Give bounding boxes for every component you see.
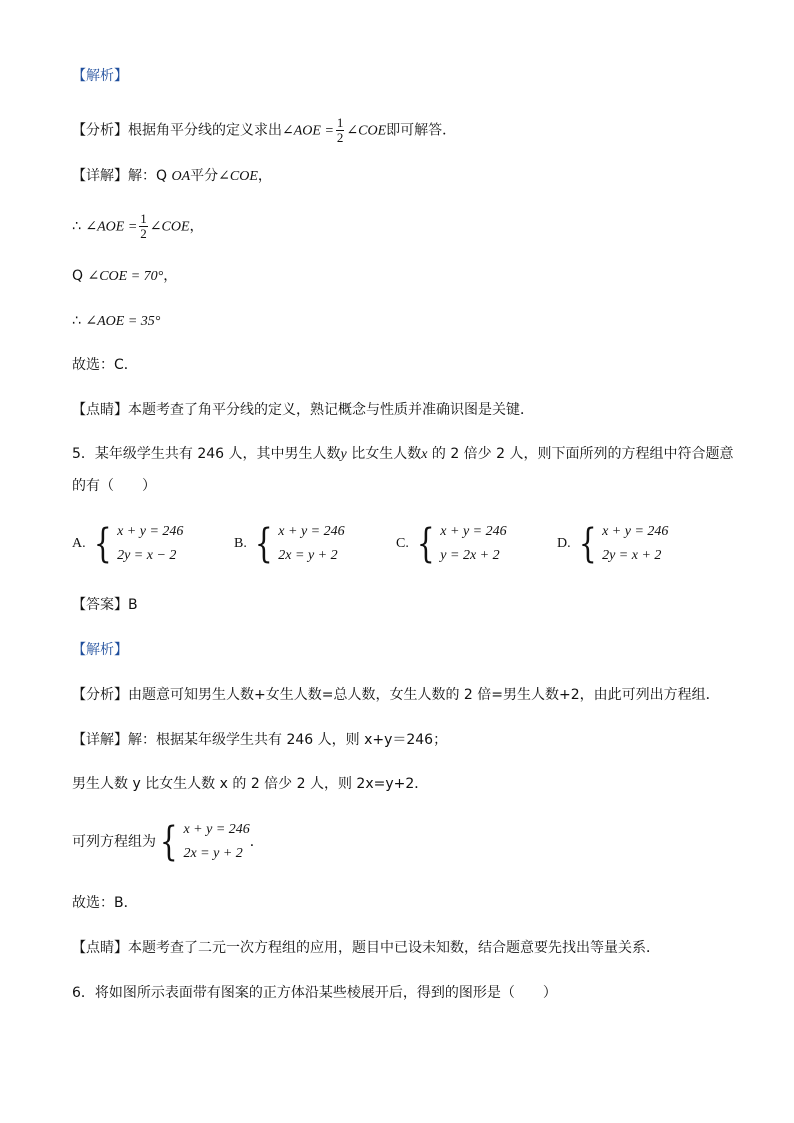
brace-icon: {: [416, 521, 435, 567]
option-c-letter: C.: [396, 536, 409, 551]
answer-system-eq2: 2x = y + 2: [183, 846, 243, 861]
option-c-system: [413, 520, 507, 568]
question-5-line-2: 的有（ ）: [72, 478, 156, 494]
option-a-eq2: 2y = x − 2: [117, 548, 177, 563]
brace-icon: {: [159, 819, 178, 865]
angle-aoe-eq: ∠AOE =: [282, 123, 334, 139]
choose-c: 故选：C．: [72, 357, 138, 373]
boys-line: 男生人数 y 比女生人数 x 的 2 倍少 2 人，则 2x=y+2．: [72, 776, 429, 792]
analysis-text-a: 根据角平分线的定义求出: [128, 122, 282, 139]
comment-text: 本题考查了角平分线的定义，熟记概念与性质并准确识图是关键．: [128, 402, 534, 418]
answer-label: 【答案】: [72, 597, 128, 613]
jiexi-label-text: 【解析】: [72, 68, 128, 84]
detail-label-2: 【详解】: [72, 732, 128, 748]
option-d-letter: D.: [557, 536, 571, 551]
detail-line-4: [72, 311, 160, 332]
option-c[interactable]: [396, 520, 507, 568]
option-a-system: [90, 520, 184, 568]
answer-line: [72, 595, 138, 615]
analysis-text-b: 即可解答．: [386, 122, 457, 139]
q5-text-end: 的 2 倍少 2 人，则下面所列的方程组中符合题意: [427, 446, 734, 462]
detail-text: 解：: [128, 168, 156, 184]
comma-3: ，: [163, 268, 178, 284]
fraction-denominator: 2: [336, 130, 344, 145]
choose-b: 故选：B．: [72, 895, 138, 911]
angle-coe: ∠COE: [346, 123, 387, 139]
because-symbol-2: Q: [72, 268, 84, 284]
detail-text-2: 解：根据某年级学生共有 246 人，则 x+y＝246；: [128, 732, 448, 748]
jiexi-label-2: [72, 640, 128, 660]
analysis-label: 【分析】: [72, 122, 128, 139]
comma-1: ，: [257, 168, 272, 184]
analysis-label-2: 【分析】: [72, 687, 128, 703]
question-6: 6．将如图所示表面带有图案的正方体沿某些棱展开后，得到的图形是（ ）: [72, 985, 557, 1001]
option-a-letter: A.: [72, 536, 86, 551]
analysis-line-2: [72, 685, 720, 705]
option-d-eq2: 2y = x + 2: [602, 548, 662, 563]
therefore-symbol: ∴: [72, 218, 81, 235]
fraction-numerator: 1: [336, 115, 344, 130]
analysis-text-2: 由题意可知男生人数+女生人数=总人数，女生人数的 2 倍=男生人数+2，由此可列出方程组．: [128, 687, 720, 703]
comment-text-2: 本题考查了二元一次方程组的应用，题目中已设未知数，结合题意要先找出等量关系．: [128, 940, 660, 956]
detail-label: 【详解】: [72, 168, 128, 184]
option-b-letter: B.: [234, 536, 247, 551]
therefore-symbol-2: ∴: [72, 313, 81, 329]
option-b[interactable]: [234, 520, 345, 568]
answer-value: B: [128, 597, 138, 613]
option-d-system: [575, 520, 669, 568]
option-b-system: [251, 520, 345, 568]
brace-icon: {: [578, 521, 597, 567]
fraction-numerator-2: 1: [140, 211, 147, 226]
brace-icon: {: [93, 521, 112, 567]
comment-line-2: [72, 938, 660, 958]
option-a[interactable]: [72, 520, 183, 568]
fraction-denominator-2: 2: [140, 226, 147, 241]
q5-var-y: y: [340, 447, 347, 462]
system-line: [72, 818, 264, 866]
option-b-eq2: 2x = y + 2: [278, 548, 338, 563]
brace-icon: {: [254, 521, 273, 567]
detail-line-3: [72, 266, 177, 287]
comma-2: ，: [189, 218, 204, 235]
angle-coe-3: ∠COE: [149, 219, 190, 235]
comment-label: 【点睛】: [72, 402, 128, 418]
comment-label-2: 【点睛】: [72, 940, 128, 956]
angle-coe-70: ∠COE = 70°: [87, 269, 164, 284]
jiexi-label: [72, 66, 128, 86]
option-d-eq1: x + y = 246: [602, 524, 669, 539]
question-5-line-1: [72, 444, 734, 465]
analysis-line-1: [72, 116, 456, 145]
fraction-half-2: [139, 212, 148, 241]
jiexi-label-text-2: 【解析】: [72, 642, 128, 658]
detail-line-1: [72, 166, 272, 187]
fraction-half: [336, 116, 345, 145]
bisects-text: 平分: [190, 168, 219, 184]
option-b-eq1: x + y = 246: [278, 524, 345, 539]
angle-coe-2: ∠COE: [218, 169, 258, 184]
system-text: 可列方程组为: [72, 834, 156, 850]
detail-line-5: [72, 730, 447, 750]
angle-aoe-35: ∠AOE = 35°: [85, 314, 161, 329]
answer-system-eq1: x + y = 246: [183, 822, 250, 837]
q5-var-x: x: [421, 447, 428, 462]
ray-oa: OA: [171, 169, 191, 184]
angle-aoe-eq-2: ∠AOE =: [85, 219, 138, 235]
q5-text-a: 5．某年级学生共有 246 人，其中男生人数: [72, 446, 341, 462]
q5-text-mid: 比女生人数: [346, 446, 422, 462]
because-symbol: Q: [156, 168, 168, 184]
option-d[interactable]: [557, 520, 668, 568]
comment-line-1: [72, 400, 534, 420]
option-c-eq1: x + y = 246: [440, 524, 507, 539]
answer-system: [156, 818, 250, 866]
system-end: ．: [249, 834, 264, 850]
option-a-eq1: x + y = 246: [117, 524, 184, 539]
detail-line-2: [72, 212, 204, 241]
option-c-eq2: y = 2x + 2: [440, 548, 500, 563]
